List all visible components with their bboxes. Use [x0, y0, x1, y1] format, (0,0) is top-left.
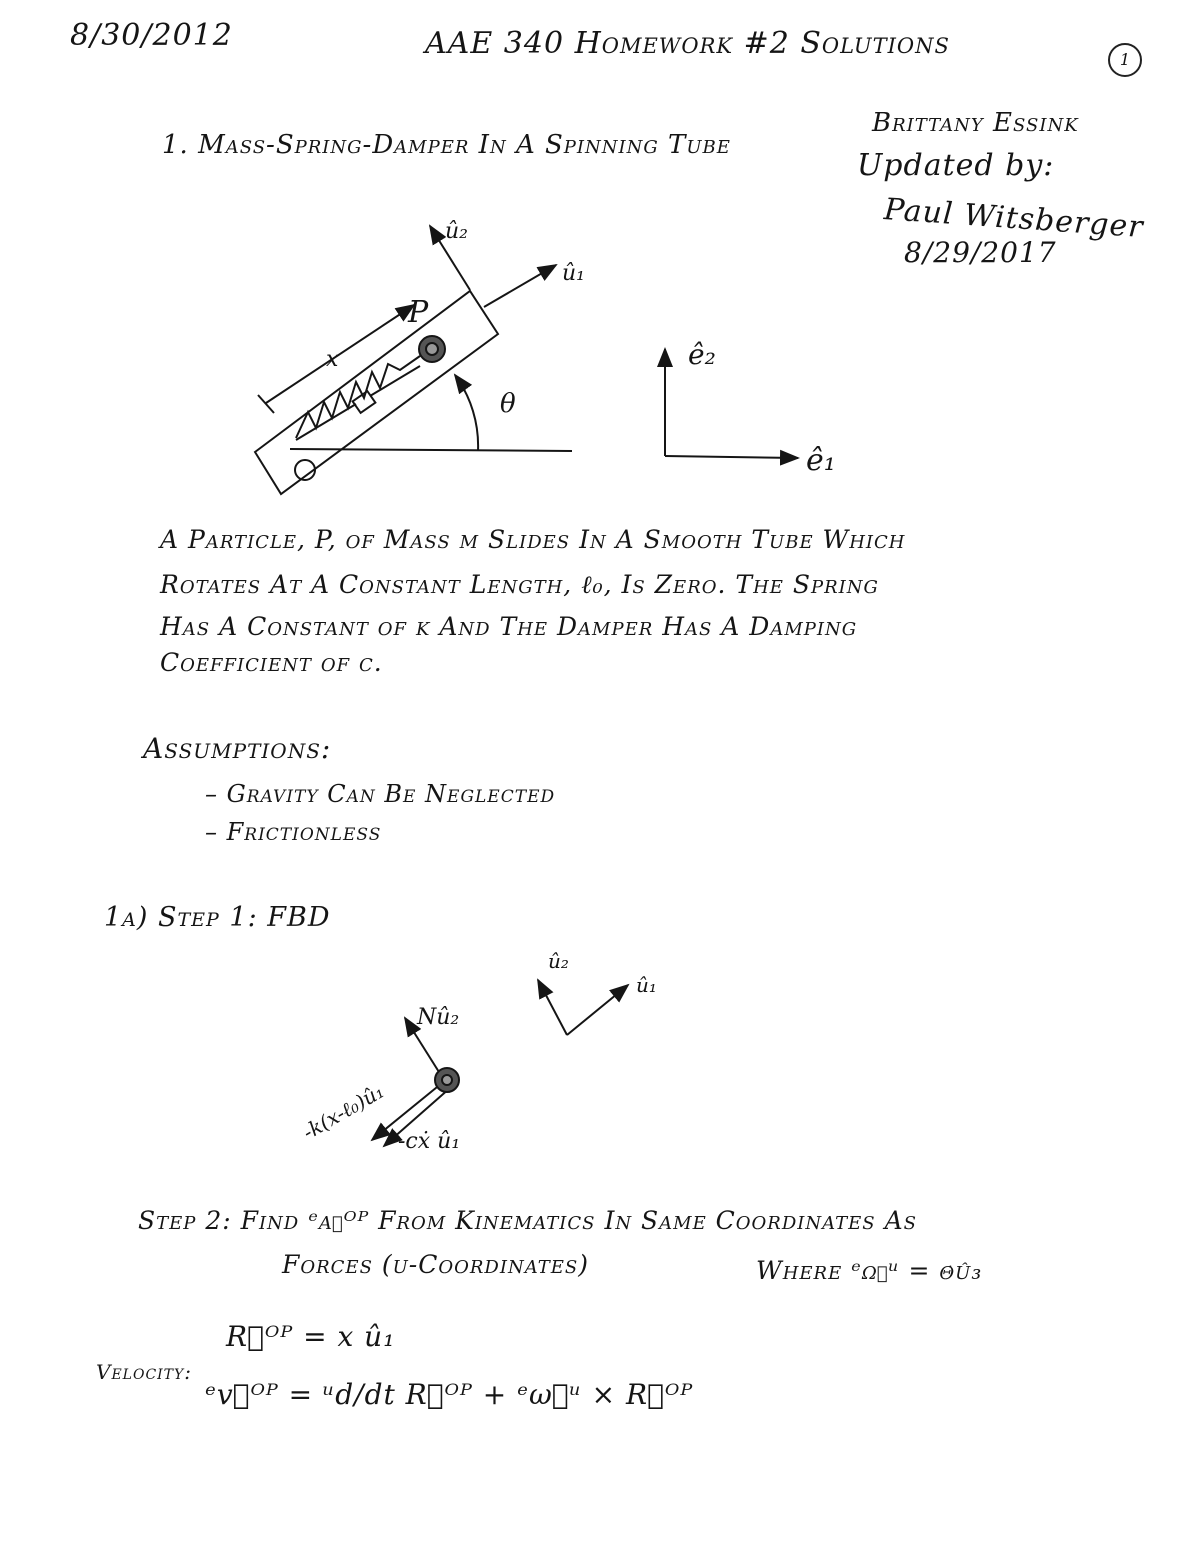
- header-date: 8/30/2012: [70, 18, 233, 53]
- updated-date: 8/29/2017: [904, 236, 1057, 269]
- step2-where: Where ᵉω⃗ᵘ = θ̇û₃: [756, 1256, 983, 1285]
- p-label: P: [408, 295, 429, 330]
- problem-description-line-3: Has A Constant of k And The Damper Has A Damping: [160, 612, 858, 641]
- problem-description-line-2: Rotates At A Constant Length, ℓ₀, Is Zero. The Spring: [160, 570, 879, 599]
- spring-force-label: -k(x-ℓ₀)û₁: [298, 1078, 388, 1145]
- step1-label: 1a) Step 1: FBD: [104, 902, 331, 933]
- normal-force-label: Nû₂: [417, 1005, 460, 1030]
- assumption-item: – Gravity Can Be Neglected: [205, 780, 556, 808]
- u2-label: û₂: [445, 219, 468, 244]
- step2-line-2: Forces (u-Coordinates): [282, 1250, 589, 1279]
- assumption-item: – Frictionless: [205, 818, 382, 846]
- damper-force-label: -cẋ û₁: [398, 1129, 461, 1154]
- u1-label: û₁: [562, 261, 585, 286]
- velocity-label: Velocity:: [96, 1360, 192, 1384]
- velocity-equation: ᵉv⃗ᴼᴾ = ᵘd/dt R⃗ᴼᴾ + ᵉω⃗ᵘ × R⃗ᴼᴾ: [205, 1378, 694, 1411]
- step2-line-1: Step 2: Find ᵉa⃗ᴼᴾ From Kinematics In Same Coordinates As: [138, 1206, 917, 1235]
- updater-name: Paul Witsberger: [882, 192, 1145, 246]
- fbd-u2-label: û₂: [548, 949, 569, 973]
- problem-description-line-1: A Particle, P, of Mass m Slides In A Smooth Tube Which: [160, 525, 906, 554]
- problem-title: 1. Mass-Spring-Damper In A Spinning Tube: [162, 130, 731, 160]
- page-number: 1: [1108, 43, 1142, 77]
- fbd-u2-axis: [538, 980, 567, 1035]
- fbd-u1-axis: [567, 985, 628, 1035]
- position-equation: R⃗ᴼᴾ = x û₁: [226, 1320, 396, 1353]
- updated-label: Updated by:: [857, 148, 1055, 183]
- e2-label: ê₂: [688, 338, 716, 371]
- author-name: Brittany Essink: [872, 108, 1079, 138]
- problem-description-line-4: Coefficient of c.: [160, 648, 383, 677]
- theta-label: θ: [500, 389, 516, 419]
- e1-label: ê₁: [806, 443, 836, 478]
- x-label: x: [326, 347, 339, 372]
- fbd-u1-label: û₁: [636, 973, 657, 997]
- document-title: AAE 340 Homework #2 Solutions: [425, 26, 950, 61]
- assumptions-heading: Assumptions:: [143, 732, 332, 765]
